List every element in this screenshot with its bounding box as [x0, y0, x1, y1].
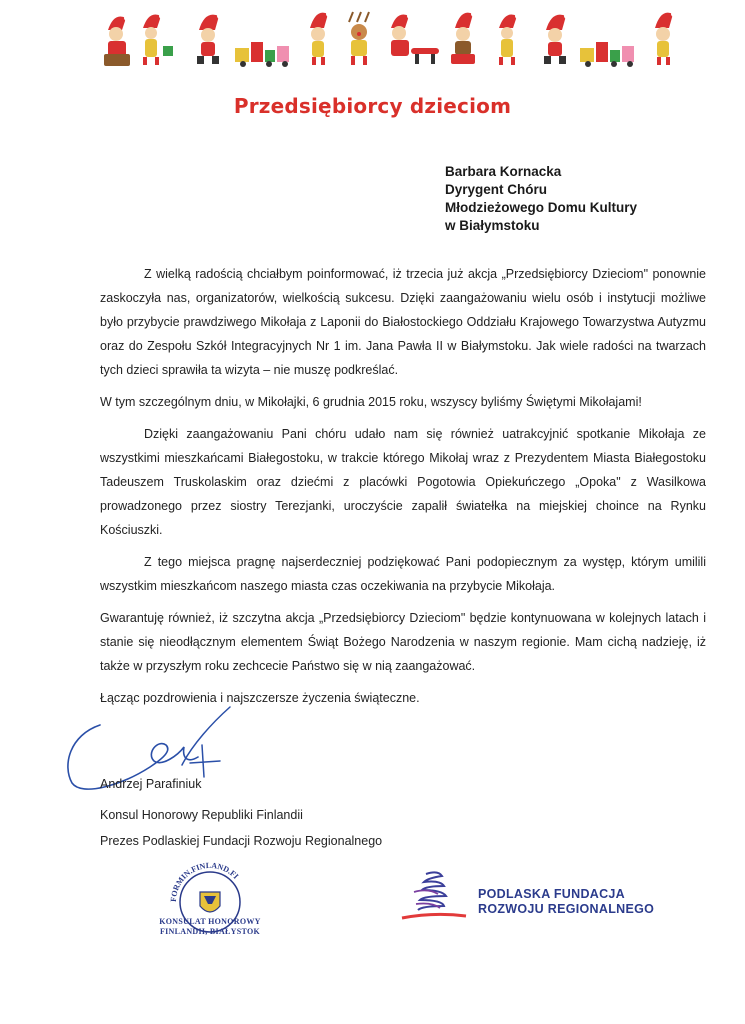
foundation-logo-icon — [398, 868, 470, 924]
recipient-address — [445, 163, 637, 235]
letter-paragraph: Łącząc pozdrowienia i najszczersze życzenia świąteczne. — [100, 691, 420, 705]
seal-ring-text: FORMIN.FINLAND.FI — [168, 860, 241, 903]
christmas-banner — [95, 8, 695, 70]
foundation-name: PODLASKA FUNDACJA — [478, 887, 626, 901]
signatory-name: Andrzej Parafiniuk — [100, 777, 202, 791]
consulate-seal — [150, 858, 270, 938]
letter-paragraph: W tym szczególnym dniu, w Mikołajki, 6 grudnia 2015 roku, wszyscy byliśmy Świętymi Mikołajami! — [100, 395, 642, 409]
recipient-name: Barbara Kornacka — [445, 164, 562, 179]
recipient-city: w Białymstoku — [445, 218, 540, 233]
santa-figures — [104, 11, 677, 67]
letter-paragraph: Z tego miejsca pragnę najserdeczniej podziękować Pani podopiecznym za występ, którym umilili wszystkim mieszkańcom naszego miasta czas oczekiwania na przybycie Mikołaja. — [100, 555, 706, 593]
recipient-position: Dyrygent Chóru — [445, 182, 548, 197]
letter-paragraph: Z wielką radością chciałbym poinformować, iż trzecia już akcja „Przedsiębiorcy Dzieciom" ponownie zaskoczyła nas, organizatorów, wielkością sukcesu. Dzięki zaangażowaniu wielu osób i instytucji możliwe było przybycie prawdziwego Mikołaja z Laponii do Białostockiego Oddziału Krajowego Towarzystwa Autyzmu oraz do Zespołu Szkół Integracyjnych Nr 1 im. Jana Pawła II w Białymstoku. Jak wiele radości na twarzach tych dzieci sprawiła ta wizyta – nie muszę podkreślać. — [100, 267, 706, 377]
signatory-title: Konsul Honorowy Republiki Finlandii — [100, 808, 303, 822]
seal-label: KONSULAT HONOROWY — [159, 917, 261, 926]
foundation-name: ROZWOJU REGIONALNEGO — [478, 902, 655, 916]
seal-label: FINLANDII, BIAŁYSTOK — [159, 927, 261, 936]
letter-body — [100, 262, 706, 718]
signatory-title: Prezes Podlaskiej Fundacji Rozwoju Regionalnego — [100, 834, 383, 848]
recipient-institution: Młodzieżowego Domu Kultury — [445, 200, 637, 215]
page-title: Przedsiębiorcy dzieciom — [233, 94, 512, 118]
letter-paragraph: Dzięki zaangażowaniu Pani chóru udało nam się również uatrakcyjnić spotkanie Mikołaja ze wszystkimi mieszkańcami Białegostoku, w trakcie którego Mikołaj wraz z Prezydentem Miasta Białegostoku Tadeuszem Truskolaskim oraz dziećmi z placówki Pogotowia Opiekuńczego „Opoka" z Wasilkowa prowadzonego przez siostry Terezjanki, uroczyście zapalił światełka na miejskiej choince na Rynku Kościuszki. — [100, 427, 706, 537]
letter-paragraph: Gwarantuję również, iż szczytna akcja „Przedsiębiorcy Dzieciom" będzie kontynuowana w kolejnych latach i stanie się nieodłącznym elementem Świąt Bożego Narodzenia w naszym regionie. Mam cichą nadzieję, iż także w przyszłym roku zechcecie Państwo się w nią zaangażować. — [100, 611, 706, 673]
